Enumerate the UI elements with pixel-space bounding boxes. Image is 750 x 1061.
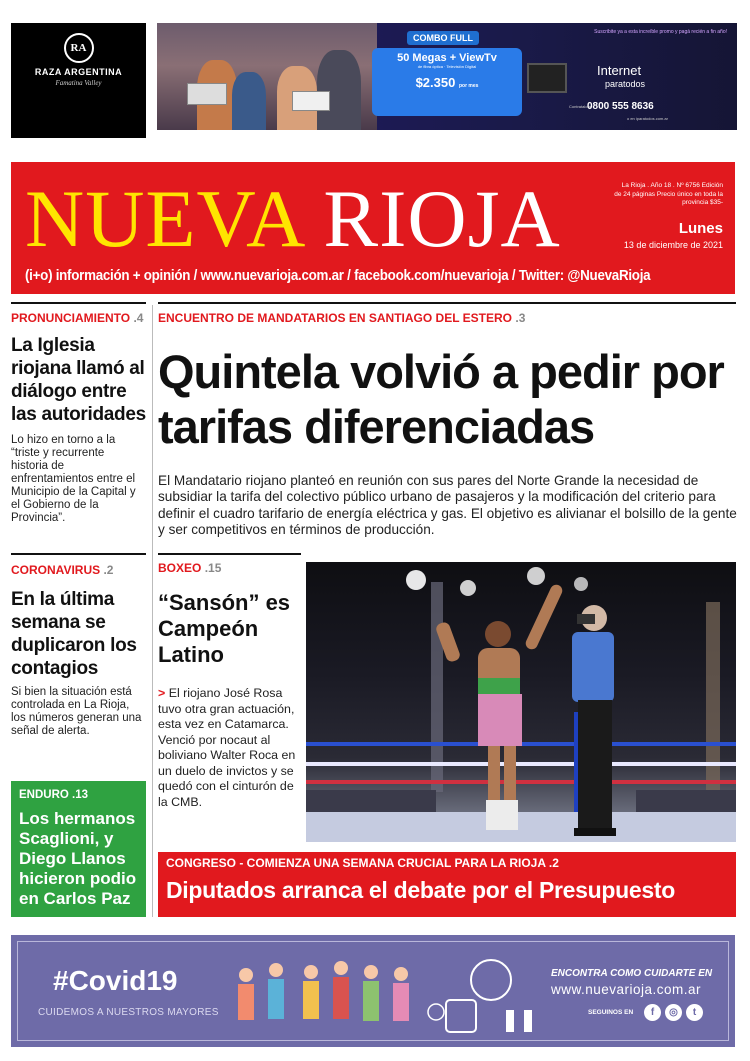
offer-line: 50 Megas + ViewTv [397, 52, 497, 64]
kicker-text: CORONAVIRUS [11, 563, 101, 577]
title-rioja: RIOJA [323, 173, 561, 264]
lead-body: El Mandatario riojano planteó en reunión con sus pares del Norte Grande la necesidad de subsidiar la tarifa del colectivo público urbano de pasajeros y la modificación del criterio para definir el cuadro tarifario de energía eléctrica y gas. El objetivo es alivianar el bolsillo de la gente y ser competitivos en términos de producción. [158, 473, 737, 537]
lead-kicker[interactable] [158, 311, 525, 325]
ad-script: Famatina Valley [55, 79, 102, 87]
lead-headline[interactable]: Quintela volvió a pedir por tarifas diferenciadas [158, 345, 724, 453]
congreso-kicker: CONGRESO - COMIENZA UNA SEMANA CRUCIAL PARA LA RIOJA .2 [166, 856, 559, 870]
kicker-page: .2 [103, 563, 114, 577]
edition-meta: La Rioja . Año 18 . Nº 6756 Edición de 24 páginas Precio único en toda la provincia $35- [614, 182, 723, 206]
kicker-text: PRONUNCIAMIENTO [11, 311, 131, 325]
ad-brand: RAZA ARGENTINA [34, 67, 123, 77]
ad-tagline: Suscribite ya a esta increíble promo y pagá recién a fin año! [594, 29, 727, 35]
story1-kicker[interactable] [11, 311, 143, 325]
twitter-icon[interactable]: t [686, 1004, 703, 1021]
covid-subtitle: CUIDEMOS A NUESTROS MAYORES [38, 1007, 219, 1018]
masthead [11, 162, 735, 294]
kicker-text: ENCUENTRO DE MANDATARIOS EN SANTIAGO DEL ESTERO [158, 311, 513, 325]
boxing-body-text: El riojano José Rosa tuvo otra gran actuación, esta vez en Catamarca. Venció por nocaut al boliviano Walter Roca en un duelo de invictos y se quedó con el cinturón de la CMB. [158, 686, 296, 809]
price-value: $2.350 [415, 75, 456, 90]
tv-icon [527, 63, 567, 93]
rule [11, 553, 146, 555]
combo-offer [372, 48, 522, 116]
boxing-photo[interactable] [306, 562, 736, 842]
masthead-strap[interactable]: (i+o) información + opinión / www.nuevarioja.com.ar / facebook.com/nuevarioja / Twitter: @NuevaRioja [25, 267, 651, 284]
price-unit: por mes [458, 83, 479, 89]
covid-title: #Covid19 [53, 965, 178, 996]
raza-argentina-logo [64, 33, 94, 63]
title-nueva: NUEVA [25, 173, 302, 264]
rule [11, 302, 146, 304]
edition-day: Lunes [678, 220, 723, 237]
edition-date: 13 de diciembre de 2021 [623, 240, 723, 250]
story2-text: Si bien la situación está controlada en La Rioja, los números generan una señal de alerta. [11, 686, 142, 737]
boxing-body [158, 686, 300, 810]
ad-internet-paratodos[interactable] [157, 23, 737, 130]
enduro-kicker: ENDURO .13 [19, 789, 89, 801]
kicker-page: .15 [204, 561, 222, 575]
covid-banner[interactable] [11, 935, 735, 1047]
kicker-text: BOXEO [158, 561, 202, 575]
boxing-kicker[interactable] [158, 561, 221, 575]
story2-headline[interactable]: En la última semana se duplicaron los contagios [11, 589, 137, 679]
kicker-page: .3 [515, 311, 526, 325]
covid-find: ENCONTRA COMO CUIDARTE EN [551, 968, 713, 979]
logo-text: RA [70, 42, 87, 54]
enduro-box[interactable] [11, 781, 146, 917]
congreso-headline: Diputados arranca el debate por el Presupuesto [166, 877, 675, 903]
ad-phone[interactable]: 0800 555 8636 [587, 101, 654, 112]
enduro-headline: Los hermanos Scaglioni, y Diego Llanos hicieron podio en Carlos Paz [19, 809, 137, 908]
boxing-photo-illustration [306, 562, 736, 842]
facebook-icon[interactable]: f [644, 1004, 661, 1021]
rule [158, 302, 736, 304]
ad-web[interactable]: o en iparatodos.com.ar [627, 116, 668, 121]
covid-web[interactable]: www.nuevarioja.com.ar [551, 982, 702, 997]
offer-price [372, 75, 522, 90]
congreso-banner[interactable] [158, 852, 736, 917]
contact-label: Contratalo al [569, 104, 592, 109]
rule [158, 553, 301, 555]
boxing-headline[interactable]: “Sansón” es Campeón Latino [158, 590, 291, 667]
seniors-illustration [226, 950, 536, 1040]
story1-text: Lo hizo en torno a la “triste y recurrente historia de enfrentamientos entre el Municipio de la Capital y el Gobierno de la Provincia”. [11, 434, 136, 524]
ad-brand-paratodos: paratodos [605, 79, 646, 89]
ad-brand-internet: Internet [597, 63, 642, 78]
combo-label: COMBO FULL [407, 31, 479, 45]
arrow-icon: > [158, 686, 166, 700]
story1-headline[interactable]: La Iglesia riojana llamó al diálogo entre las autoridades [11, 335, 146, 425]
ad-raza-argentina[interactable] [11, 23, 146, 138]
kicker-page: .4 [133, 311, 144, 325]
offer-sub: de fibra óptica · Televisión Digital [417, 64, 477, 69]
story2-kicker[interactable] [11, 563, 113, 577]
column-divider [152, 305, 153, 917]
covid-follow: SEGUINOS EN [588, 1009, 634, 1016]
instagram-icon[interactable]: ◎ [665, 1004, 682, 1021]
family-photo [157, 23, 377, 130]
newspaper-title[interactable] [25, 174, 561, 264]
